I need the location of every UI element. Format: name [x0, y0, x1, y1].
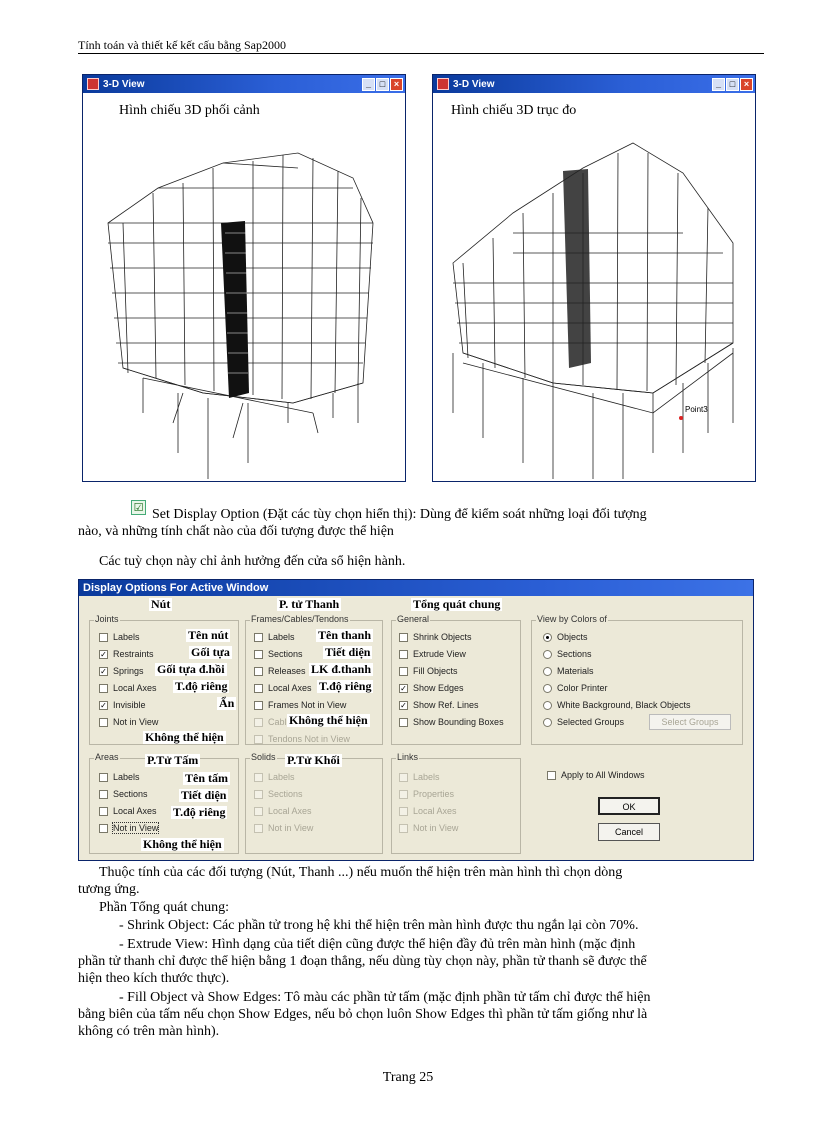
checkbox[interactable]: [254, 701, 263, 710]
shrink-objects-option[interactable]: [399, 632, 472, 642]
cancel-button[interactable]: Cancel: [598, 823, 660, 841]
page-number: Trang 25: [382, 1070, 434, 1085]
checkbox: [254, 773, 263, 782]
option-label: Properties: [413, 789, 455, 799]
checkbox[interactable]: [99, 684, 108, 693]
annotation-p-tu-tam: P.Tử Tấm: [147, 753, 199, 767]
checkbox: [399, 790, 408, 799]
annotation-goi-tua: Gối tựa: [191, 645, 230, 659]
color-printer-radio[interactable]: [543, 683, 608, 693]
point-marker[interactable]: [679, 416, 683, 420]
option-label: Sections: [113, 789, 148, 799]
links-labels-option: [399, 772, 440, 782]
joints-group-title: Joints: [95, 614, 119, 624]
frames-local-axes-option[interactable]: [254, 683, 312, 693]
checkbox[interactable]: [254, 667, 263, 676]
option-label: Labels: [268, 772, 295, 782]
fill-description-3: không có trên màn hình).: [78, 1024, 220, 1039]
window-titlebar[interactable]: [433, 75, 755, 93]
option-label: Show Edges: [413, 683, 464, 693]
scope-text: Các tuỳ chọn này chỉ ảnh hưởng đến cửa sổ hiện hành.: [99, 554, 406, 569]
radio[interactable]: [543, 667, 552, 676]
color-sections-radio[interactable]: [543, 649, 592, 659]
set-display-text-1: Set Display Option (Đặt các tùy chọn hiển thị): Dùng để kiểm soát những loại đối tượng: [152, 507, 647, 522]
checkbox[interactable]: [254, 633, 263, 642]
checkbox: [254, 807, 263, 816]
option-label: Objects: [557, 632, 588, 642]
general-section-title: Phần Tổng quát chung:: [99, 900, 230, 915]
option-label: Materials: [557, 666, 594, 676]
annotation-khong-the-hien-areas: Không thể hiện: [143, 837, 222, 851]
annotation-lk-dthanh: LK đ.thanh: [311, 662, 372, 676]
solids-sections-option: [254, 789, 303, 799]
joints-springs-option[interactable]: [99, 666, 144, 676]
option-label: Local Axes: [113, 806, 157, 816]
annotation-an: Ẩn: [219, 696, 235, 710]
minimize-button[interactable]: _: [362, 78, 375, 91]
axonometric-3d-window: [432, 74, 756, 482]
maximize-button[interactable]: □: [726, 78, 739, 91]
view-by-colors-title: View by Colors of: [537, 614, 607, 624]
extrude-description-3: hiện theo kích thước thực).: [78, 971, 230, 986]
annotation-ten-tam: Tên tấm: [185, 771, 228, 785]
window-title: 3-D View: [453, 78, 495, 90]
annotation-p-tu-khoi: P.Tử Khối: [287, 753, 340, 767]
solids-local-axes-option: [254, 806, 312, 816]
app-icon: [87, 78, 99, 90]
axonometric-3d-model[interactable]: [433, 93, 755, 479]
option-label: Frames Not in View: [268, 700, 347, 710]
shrink-description: - Shrink Object: Các phần tử trong hệ khi thể hiện trên màn hình được thu ngắn lại còn 70%.: [119, 918, 639, 933]
option-label: Local Axes: [268, 806, 312, 816]
running-header: Tính toán và thiết kế kết cấu bằng Sap2000: [78, 38, 286, 52]
close-button[interactable]: ×: [740, 78, 753, 91]
areas-local-axes-option[interactable]: [99, 806, 157, 816]
joints-local-axes-option[interactable]: [99, 683, 157, 693]
frames-releases-option[interactable]: [254, 666, 306, 676]
checkbox: [399, 807, 408, 816]
annotation-tong-quat-chung: Tổng quát chung: [413, 597, 501, 611]
option-label: Restraints: [113, 649, 154, 659]
general-group-title: General: [397, 614, 430, 624]
ok-button[interactable]: OK: [598, 797, 660, 815]
perspective-caption: Hình chiếu 3D phối cảnh: [119, 103, 260, 118]
perspective-3d-model[interactable]: [83, 93, 405, 479]
annotation-tdo-rieng-joints: T.độ riêng: [175, 679, 228, 693]
annotation-p-tu-thanh: P. tử Thanh: [279, 597, 340, 611]
option-label: Invisible: [113, 700, 146, 710]
checkbox: [399, 824, 408, 833]
selected-groups-radio[interactable]: [543, 717, 624, 727]
option-label: Springs: [113, 666, 144, 676]
option-label: Apply to All Windows: [561, 770, 645, 780]
color-objects-radio[interactable]: [543, 632, 588, 642]
option-label: Fill Objects: [413, 666, 458, 676]
fill-description-2: bằng biên của tấm nếu chọn Show Edges, nếu bỏ chọn luôn Show Edges thì phần tử tấm giống như là: [78, 1007, 648, 1022]
checkbox[interactable]: [254, 650, 263, 659]
select-groups-button: Select Groups: [649, 714, 731, 730]
checkbox[interactable]: [399, 667, 408, 676]
extrude-description-2: phần tử thanh chỉ được thể hiện bằng 1 đoạn thẳng, nếu dùng tùy chọn này, phần tử thanh sẽ được thể: [78, 954, 647, 969]
checkbox: [399, 773, 408, 782]
props-text-2: tương ứng.: [78, 882, 140, 897]
annotation-khong-the-hien-frames: Không thể hiện: [289, 713, 368, 727]
option-label: Labels: [413, 772, 440, 782]
option-label: Local Axes: [268, 683, 312, 693]
checkbox[interactable]: [254, 684, 263, 693]
checkbox: [254, 735, 263, 744]
checkbox[interactable]: [99, 773, 108, 782]
option-label: Sections: [557, 649, 592, 659]
checkbox-checked[interactable]: ✓: [400, 700, 407, 710]
annotation-ten-nut: Tên nút: [188, 628, 229, 642]
option-label: Show Bounding Boxes: [413, 717, 504, 727]
axonometric-caption: Hình chiếu 3D trục đo: [451, 103, 577, 118]
annotation-tiet-dien-frames: Tiết diện: [325, 645, 371, 659]
extrude-view-option[interactable]: [399, 649, 466, 659]
close-button[interactable]: ×: [390, 78, 403, 91]
checkbox[interactable]: [399, 650, 408, 659]
radio[interactable]: [543, 650, 552, 659]
checkbox-checked[interactable]: ✓: [400, 683, 407, 693]
show-edges-option[interactable]: [399, 683, 464, 693]
links-not-in-view-option: [399, 823, 458, 833]
apply-to-all-windows-option[interactable]: [547, 770, 645, 780]
checkbox: [254, 790, 263, 799]
display-options-dialog: [78, 579, 754, 861]
option-label: Cabl: [268, 717, 287, 727]
show-ref-lines-option[interactable]: [399, 700, 479, 710]
point-label: Point3: [685, 405, 708, 414]
solids-labels-option: [254, 772, 295, 782]
checkbox-checked[interactable]: ✓: [100, 700, 107, 710]
checkbox-checked[interactable]: ✓: [100, 666, 107, 676]
option-label: Sections: [268, 789, 303, 799]
radio[interactable]: [543, 718, 552, 727]
solids-not-in-view-option: [254, 823, 313, 833]
joints-restraints-option[interactable]: [99, 649, 154, 659]
fill-description-1: - Fill Object và Show Edges: Tô màu các phần tử tấm (mặc định phần tử tấm chỉ được thể hiện: [119, 990, 651, 1005]
option-label: Not in View: [413, 823, 459, 833]
option-label: Show Ref. Lines: [413, 700, 479, 710]
checkbox: [254, 824, 263, 833]
option-label: Releases: [268, 666, 306, 676]
annotation-ten-thanh: Tên thanh: [318, 628, 372, 642]
perspective-3d-window: [82, 74, 406, 482]
links-group-title: Links: [397, 752, 419, 762]
areas-not-in-view-option[interactable]: [99, 823, 158, 833]
option-label: Local Axes: [113, 683, 157, 693]
window-titlebar[interactable]: [83, 75, 405, 93]
option-label: Shrink Objects: [413, 632, 472, 642]
option-label: Not in View: [268, 823, 314, 833]
frames-sections-option[interactable]: [254, 649, 303, 659]
annotation-tdo-rieng-areas: T.độ riêng: [173, 805, 226, 819]
checkbox[interactable]: [99, 718, 108, 727]
tendons-not-in-view-option: [254, 734, 350, 744]
annotation-goi-tua-dhoi: Gối tựa đ.hồi: [157, 662, 225, 676]
app-icon: [437, 78, 449, 90]
checkbox[interactable]: [99, 790, 108, 799]
checkbox[interactable]: [99, 824, 108, 833]
areas-labels-option[interactable]: [99, 772, 140, 782]
joints-labels-option[interactable]: [99, 632, 140, 642]
props-text-1: Thuộc tính của các đối tượng (Nút, Thanh ...) nếu muốn thể hiện trên màn hình thì chọn dòng: [99, 865, 623, 880]
header-rule: [78, 53, 764, 54]
set-display-text-2: nào, và những tính chất nào của đối tượng được thể hiện: [78, 524, 394, 539]
joints-not-in-view-option[interactable]: [99, 717, 158, 727]
areas-sections-option[interactable]: [99, 789, 148, 799]
option-label: Not in View: [113, 717, 159, 727]
fill-objects-option[interactable]: [399, 666, 458, 676]
checkbox: [254, 718, 263, 727]
checkbox[interactable]: [99, 807, 108, 816]
annotation-nut: Nút: [151, 597, 171, 611]
option-label: White Background, Black Objects: [557, 700, 691, 710]
checkbox[interactable]: [547, 771, 556, 780]
annotation-khong-the-hien-joints: Không thể hiện: [145, 730, 224, 744]
white-background-radio[interactable]: [543, 700, 691, 710]
option-label: Color Printer: [557, 683, 608, 693]
annotation-tiet-dien-areas: Tiết diện: [181, 788, 227, 802]
maximize-button[interactable]: □: [376, 78, 389, 91]
solids-group-title: Solids: [251, 752, 276, 762]
radio-selected[interactable]: [543, 633, 552, 642]
areas-group-title: Areas: [95, 752, 119, 762]
color-materials-radio[interactable]: [543, 666, 594, 676]
radio[interactable]: [543, 684, 552, 693]
dialog-title: Display Options For Active Window: [79, 580, 753, 596]
joints-invisible-option[interactable]: [99, 700, 146, 710]
links-local-axes-option: [399, 806, 457, 816]
frames-not-in-view-option[interactable]: [254, 700, 346, 710]
checkbox[interactable]: [399, 718, 408, 727]
option-label: Labels: [113, 772, 140, 782]
window-title: 3-D View: [103, 78, 145, 90]
extrude-description-1: - Extrude View: Hình dạng của tiết diện cũng được thể hiện đầy đủ trên màn hình (mặc định: [119, 937, 636, 952]
show-bounding-boxes-option[interactable]: [399, 717, 504, 727]
checkbox[interactable]: [99, 633, 108, 642]
option-label: Labels: [113, 632, 140, 642]
links-properties-option: [399, 789, 454, 799]
option-label: Tendons Not in View: [268, 734, 350, 744]
cables-not-in-view-option: [254, 717, 287, 727]
frames-labels-option[interactable]: [254, 632, 295, 642]
option-label: Selected Groups: [557, 717, 625, 727]
annotation-tdo-rieng-frames: T.độ riêng: [319, 679, 372, 693]
option-label: Local Axes: [413, 806, 457, 816]
checkbox-checked[interactable]: ✓: [100, 649, 107, 659]
checkbox[interactable]: [399, 633, 408, 642]
minimize-button[interactable]: _: [712, 78, 725, 91]
set-display-icon: ☑: [131, 500, 146, 515]
option-label: Extrude View: [413, 649, 466, 659]
radio[interactable]: [543, 701, 552, 710]
option-label: Not in View: [113, 823, 159, 833]
option-label: Labels: [268, 632, 295, 642]
frames-group-title: Frames/Cables/Tendons: [251, 614, 349, 624]
option-label: Sections: [268, 649, 303, 659]
